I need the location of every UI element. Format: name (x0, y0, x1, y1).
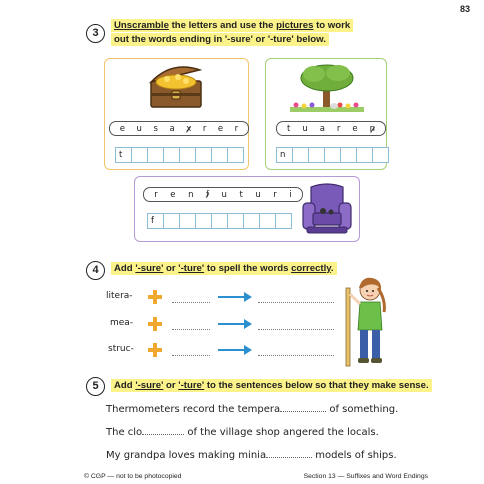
letter-crossed: x (186, 123, 192, 134)
letter: r (234, 123, 239, 134)
letter: r (154, 189, 158, 200)
answer-cell[interactable] (179, 213, 196, 229)
answer-cell[interactable] (308, 147, 325, 163)
q5-ture: '-ture' (178, 380, 205, 391)
answer-cell[interactable] (292, 147, 309, 163)
puzzle-card-nature (265, 58, 387, 170)
q4-sure: '-sure' (135, 263, 164, 274)
q4-correctly: correctly (291, 263, 331, 274)
letter: e (170, 189, 176, 200)
answer-cell[interactable] (163, 147, 180, 163)
footer-section: Section 13 — Suffixes and Word Endings (303, 473, 428, 480)
sentence-gap[interactable] (142, 425, 184, 435)
q3-text-part: out the words ending in (114, 34, 225, 45)
answer-cell[interactable] (227, 147, 244, 163)
letter: r (336, 123, 341, 134)
letter: u (136, 123, 142, 134)
suffix-answer-line[interactable] (172, 301, 210, 303)
arrow-right-icon (218, 319, 252, 329)
sentence-text: of something. (326, 404, 399, 415)
answer-cell[interactable] (243, 213, 260, 229)
q5-sure: '-sure' (135, 380, 164, 391)
answer-cell[interactable] (163, 213, 180, 229)
answer-cell[interactable] (195, 147, 212, 163)
q4-text-part: to spell the words (204, 263, 292, 274)
puzzle-card-treasure (104, 58, 249, 170)
answer-cell[interactable] (356, 147, 373, 163)
sentence-text: My grandpa loves making minia (106, 450, 267, 461)
q3-unscramble: Unscramble (114, 20, 169, 31)
arrow-right-icon (218, 345, 252, 355)
arrow-right-icon (218, 292, 252, 302)
q4-text-part: . (330, 263, 334, 274)
question-5-number: 5 (86, 377, 105, 396)
page-number: 83 (459, 4, 470, 14)
plus-icon (148, 290, 162, 304)
answer-cell[interactable] (211, 147, 228, 163)
letter: e (217, 123, 224, 134)
q3-pictures: pictures (276, 20, 314, 31)
letter: t (286, 123, 291, 134)
sentence-2 (106, 425, 379, 438)
suffix-answer-line[interactable] (172, 354, 210, 356)
question-4-number: 4 (86, 261, 105, 280)
q4-text-part: or (163, 263, 179, 274)
scrambled-letters-2 (276, 121, 386, 136)
sentence-3 (106, 448, 397, 461)
q3-text-part: or (252, 34, 268, 45)
answer-cell[interactable] (147, 147, 164, 163)
letter: u (221, 189, 227, 200)
word-stem-mea: mea- (110, 318, 134, 328)
question-3-number: 3 (86, 24, 105, 43)
letter: i (289, 189, 292, 200)
answer-cell[interactable] (131, 147, 148, 163)
answer-cell[interactable] (372, 147, 389, 163)
answer-grid-3 (147, 213, 292, 229)
treasure-chest-icon (145, 63, 207, 111)
puzzle-card-furniture (134, 176, 360, 242)
q3-ture: '-ture' (267, 34, 294, 45)
answer-cell[interactable] (195, 213, 212, 229)
scrambled-letters-3 (143, 187, 303, 202)
q4-ture: '-ture' (178, 263, 205, 274)
letter: t (239, 189, 243, 200)
answer-grid-2 (276, 147, 389, 163)
answer-cell-given: n (276, 147, 293, 163)
letter-crossed: n (369, 123, 375, 134)
plus-icon (148, 317, 162, 331)
plus-icon (148, 343, 162, 357)
letter: u (255, 189, 261, 200)
q4-text-part: Add (114, 263, 136, 274)
letter: a (319, 123, 325, 134)
sentence-text: of the village shop angered the locals. (184, 427, 379, 438)
letter-crossed: f (205, 189, 209, 200)
question-4-text (111, 263, 337, 275)
q5-text-part: or (163, 380, 179, 391)
q5-text-part: to the sentences below so that they make sense. (204, 380, 429, 391)
q3-text-part: below. (293, 34, 326, 45)
sentence-text: Thermometers record the tempera (106, 404, 281, 415)
q3-sure: '-sure' (224, 34, 253, 45)
answer-cell-given: f (147, 213, 164, 229)
sentence-gap[interactable] (266, 448, 312, 458)
letter: e (119, 123, 125, 134)
letter: e (352, 123, 358, 134)
footer-copyright: © CGP — not to be photocopied (84, 473, 182, 480)
q5-text-part: Add (114, 380, 136, 391)
answer-cell[interactable] (275, 213, 292, 229)
answer-grid-1 (115, 147, 244, 163)
sentence-text: models of ships. (312, 450, 397, 461)
armchair-icon (301, 181, 353, 237)
answer-cell[interactable] (340, 147, 357, 163)
letter: s (153, 123, 158, 134)
answer-cell[interactable] (259, 213, 276, 229)
answer-cell[interactable] (324, 147, 341, 163)
letter: a (169, 123, 175, 134)
sentence-text: The clo (106, 427, 143, 438)
letter: r (202, 123, 207, 134)
answer-cell[interactable] (211, 213, 228, 229)
word-stem-struc: struc- (108, 344, 134, 354)
child-with-ruler-icon (340, 274, 396, 368)
q3-text-part: to work (313, 20, 351, 31)
scrambled-letters-1 (109, 121, 249, 136)
sentence-gap[interactable] (280, 402, 326, 412)
letter: n (188, 189, 194, 200)
letter: u (302, 123, 308, 134)
word-answer-line[interactable] (258, 301, 334, 303)
word-answer-line[interactable] (258, 354, 334, 356)
tree-flowers-icon (288, 61, 366, 115)
q3-text-part: the letters and use the (168, 20, 277, 31)
answer-cell[interactable] (179, 147, 196, 163)
suffix-answer-line[interactable] (172, 328, 210, 330)
answer-cell-given: t (115, 147, 132, 163)
letter: r (273, 189, 277, 200)
answer-cell[interactable] (227, 213, 244, 229)
question-5-text (111, 380, 432, 392)
word-answer-line[interactable] (258, 328, 334, 330)
question-3-text (111, 20, 353, 46)
sentence-1 (106, 402, 398, 415)
word-stem-litera: litera- (106, 291, 133, 301)
